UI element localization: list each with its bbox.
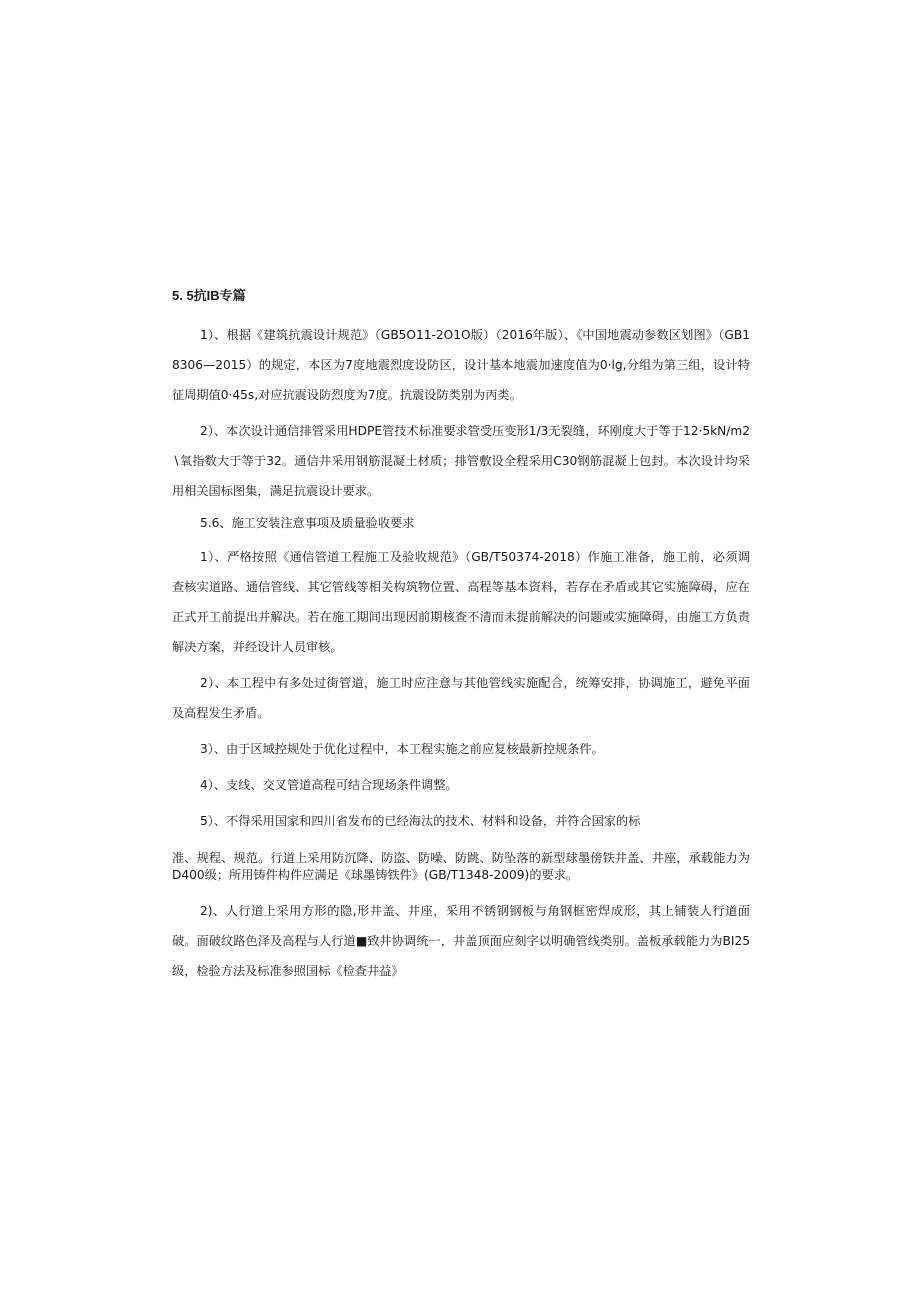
paragraph-hdpe-pipe: 2）、本次设计通信排管采用HDPE管技术标准要求管受压变形1/3无裂缝，环刚度大于等于12·5kN∕m2∖氧指数大于等于32。通信井采用钢筋混凝土材质；排管敷设全程采用C30钢筋混凝上包封。本次设计均采用相关国标图集，满足抗震设计要求。: [172, 424, 750, 498]
paragraph-manhole-covers: 准、规程、规范。行道上采用防沉降、防盗、防噪、防跳、防坠落的新型球墨傍铁井盖、井座，承载能力为D400级；所用铸件构件应满足《球墨铸铁件》(GB/T1348-2009)的要求。: [172, 851, 750, 882]
paragraph-zoning-review: 3）、由于区域控规处于优化过程中，本工程实施之前应复核最新控规条件。: [200, 742, 604, 756]
document-body: [172, 286, 750, 992]
paragraph-sidewalk-covers: 2)、人行道上采用方形的隐,形井盖、井座，采用不锈钢钢板与角钢框密焊成形，其上铺装人行道面破。面破纹路色泽及高程与人行道■致井协调统一，井盖顶面应刻字以明确管线类别。盖板承载能力为BI25级，检验方法及标准参照国标《检查井益》: [172, 904, 750, 978]
paragraph-construction-prep: 1）、严格按照《通信管道工程施工及验收规范》（GB/T50374-2018）作施工准备，施工前，必须调查核实道路、通信管线、其它管线等相关构筑物位置、高程等基本资料，若存在矛盾或其它实施障碍，应在正式开工前提出并解决。若在施工期间出现因前期核查不清而未提前解决的问题或实施障碍，由施工方负责解决方案，并经设计人员审核。: [172, 550, 750, 654]
section-heading-5-6: 5.6、施工安装注意事项及质量验收要求: [200, 516, 415, 530]
paragraph-elevation-adjust: 4）、支线、交叉管道高程可结合现场条件调整。: [200, 778, 458, 792]
paragraph-seismic-standards: 1）、根据《建筑抗震设计规范》（GB5O11-2O1O版）（2016年版）、《中国地震动参数区划图》（GB18306—2015）的规定，本区为7度地震烈度设防区，设计基本地震加速度值为0·lg,分组为第三组，设计特征周期值0·45s,对应抗震设防烈度为7度。抗震设防类别为丙类。: [172, 328, 750, 402]
paragraph-obsolete-materials: 5）、不得采用国家和四川省发布的已经海汰的技术、材料和设备，并符合国家的标: [200, 814, 641, 828]
paragraph-street-crossing: 2）、本工程中有多处过街管道，施工时应注意与其他管线实施配合，统筹安排，协调施工，避免平面及高程发生矛盾。: [172, 676, 750, 720]
section-heading-5-5: 5. 5抗IB专篇: [172, 288, 246, 303]
